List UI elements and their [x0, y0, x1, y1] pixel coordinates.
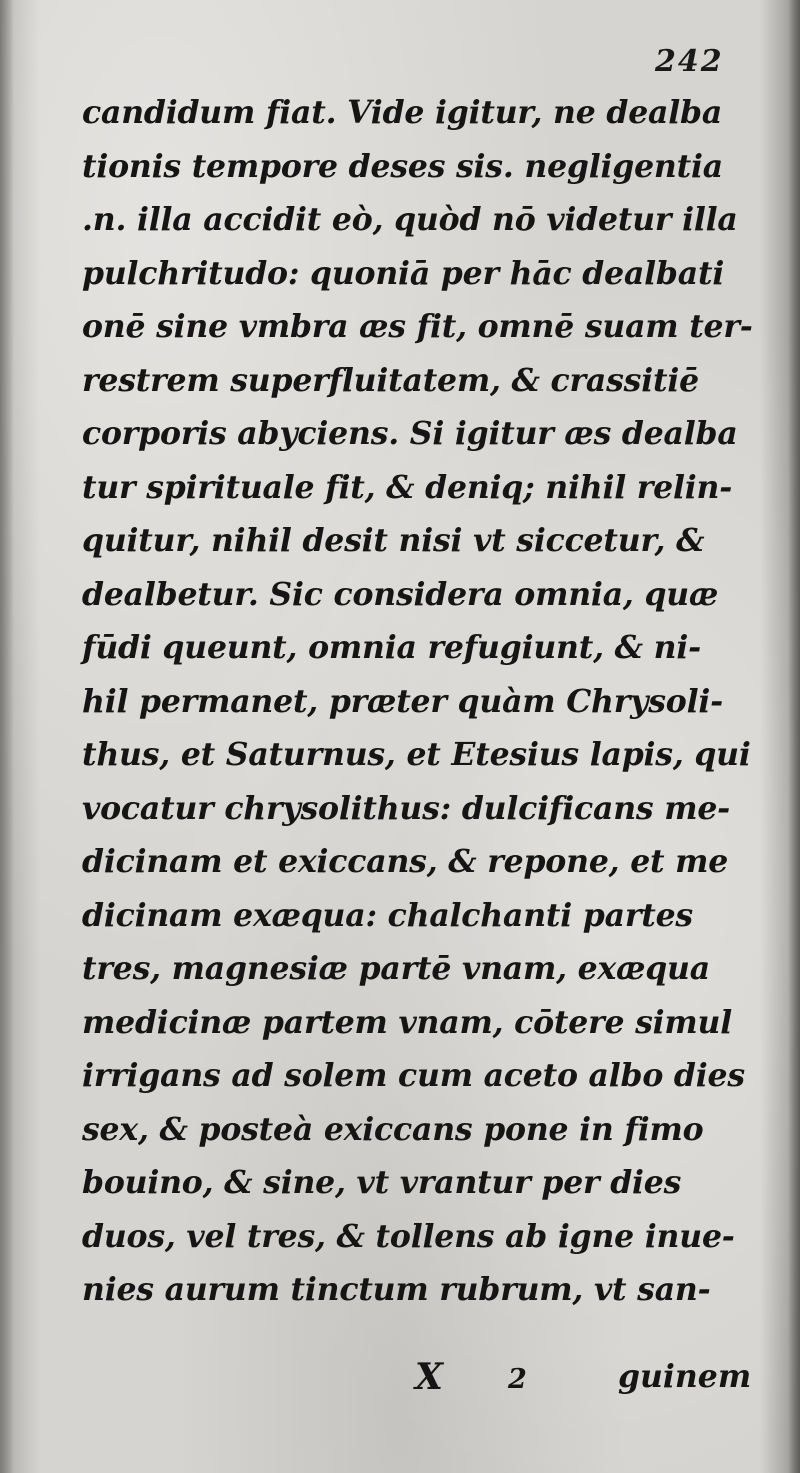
- text-line: fūdi queunt, omnia refugiunt, & ni-: [82, 629, 701, 666]
- text-line: onē sine vmbra æs fit, omnē suam ter-: [82, 308, 753, 345]
- text-line: irrigans ad solem cum aceto albo dies: [82, 1057, 745, 1094]
- signature-mark: X: [415, 1356, 443, 1398]
- text-line: nies aurum tinctum rubrum, vt san-: [82, 1271, 711, 1308]
- text-line: thus, et Saturnus, et Etesius lapis, qui: [82, 736, 751, 773]
- body-text: [82, 86, 762, 1317]
- catchword: guinem: [618, 1358, 752, 1395]
- text-line: hil permanet, præter quàm Chrysoli-: [82, 682, 724, 720]
- page-right-edge-shadow: [788, 0, 800, 1473]
- text-line: bouino, & sine, vt vrantur per dies: [82, 1164, 682, 1201]
- text-line: dealbetur. Sic considera omnia, quæ: [82, 575, 719, 613]
- text-line: .n. illa accidit eò, quòd nō videtur illa: [82, 201, 738, 238]
- text-line: medicinæ partem vnam, cōtere simul: [82, 1003, 733, 1041]
- text-line: tur spirituale fit, & deniq; nihil relin-: [82, 468, 733, 506]
- text-line: tres, magnesiæ partē vnam, exæqua: [82, 950, 710, 987]
- text-line: vocatur chrysolithus: dulcificans me-: [82, 789, 731, 827]
- page-footer: [0, 1356, 800, 1416]
- text-line: tionis tempore deses sis. negligentia: [82, 147, 723, 185]
- text-line: duos, vel tres, & tollens ab igne inue-: [82, 1217, 735, 1255]
- text-line: dicinam et exiccans, & repone, et me: [82, 843, 729, 880]
- text-line: quitur, nihil desit nisi vt siccetur, &: [82, 522, 705, 559]
- text-line: candidum fiat. Vide igitur, ne dealba: [82, 94, 723, 131]
- page-left-edge-shadow: [0, 0, 14, 1473]
- text-line: pulchritudo: quoniā per hāc dealbati: [82, 254, 725, 292]
- signature-number: 2: [508, 1364, 527, 1395]
- text-line: corporis abyciens. Si igitur æs dealba: [82, 415, 738, 452]
- text-line: sex, & posteà exiccans pone in fimo: [82, 1110, 704, 1148]
- page-number: 242: [655, 44, 724, 79]
- text-line: restrem superfluitatem, & crassitiē: [82, 361, 699, 399]
- text-line: dicinam exæqua: chalchanti partes: [82, 896, 693, 934]
